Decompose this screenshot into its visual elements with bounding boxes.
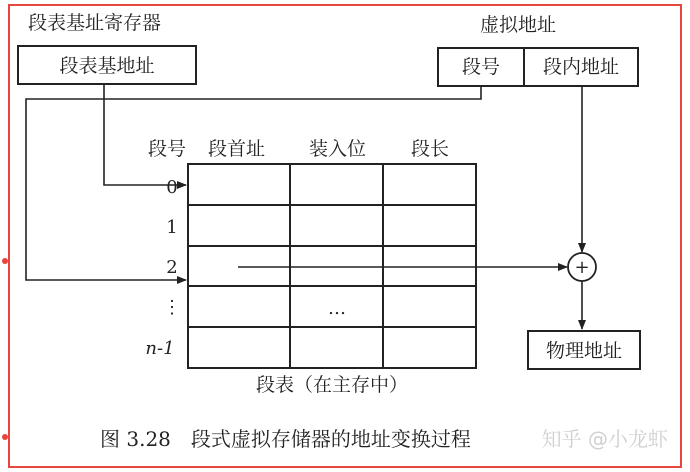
row-label: ⋮ [163,297,181,318]
watermark: 知乎 @小龙虾 [541,427,668,451]
register-title: 段表基址寄存器 [28,12,162,34]
adder-symbol: + [574,257,590,278]
table-caption: 段表（在主存中） [255,374,409,396]
arrow-segno-to-row2 [26,86,481,280]
row-label: 2 [166,257,178,278]
va-segment-label: 段号 [461,56,501,78]
row-label: n-1 [145,338,175,359]
header-length: 段长 [411,138,450,160]
segment-table [188,164,476,368]
va-offset-label: 段内地址 [542,56,620,78]
register-box-label: 段表基地址 [59,55,155,77]
virtual-address-title: 虚拟地址 [480,14,557,36]
figure-caption: 图 3.28 段式虚拟存储器的地址变换过程 [100,427,471,451]
row-label: 0 [166,177,178,198]
physical-address-label: 物理地址 [545,340,623,362]
row-label: 1 [166,217,178,238]
header-start-addr: 段首址 [208,138,266,160]
header-present-bit: 装入位 [309,138,367,160]
table-ellipsis: … [328,298,346,319]
header-seg-no: 段号 [148,138,187,160]
